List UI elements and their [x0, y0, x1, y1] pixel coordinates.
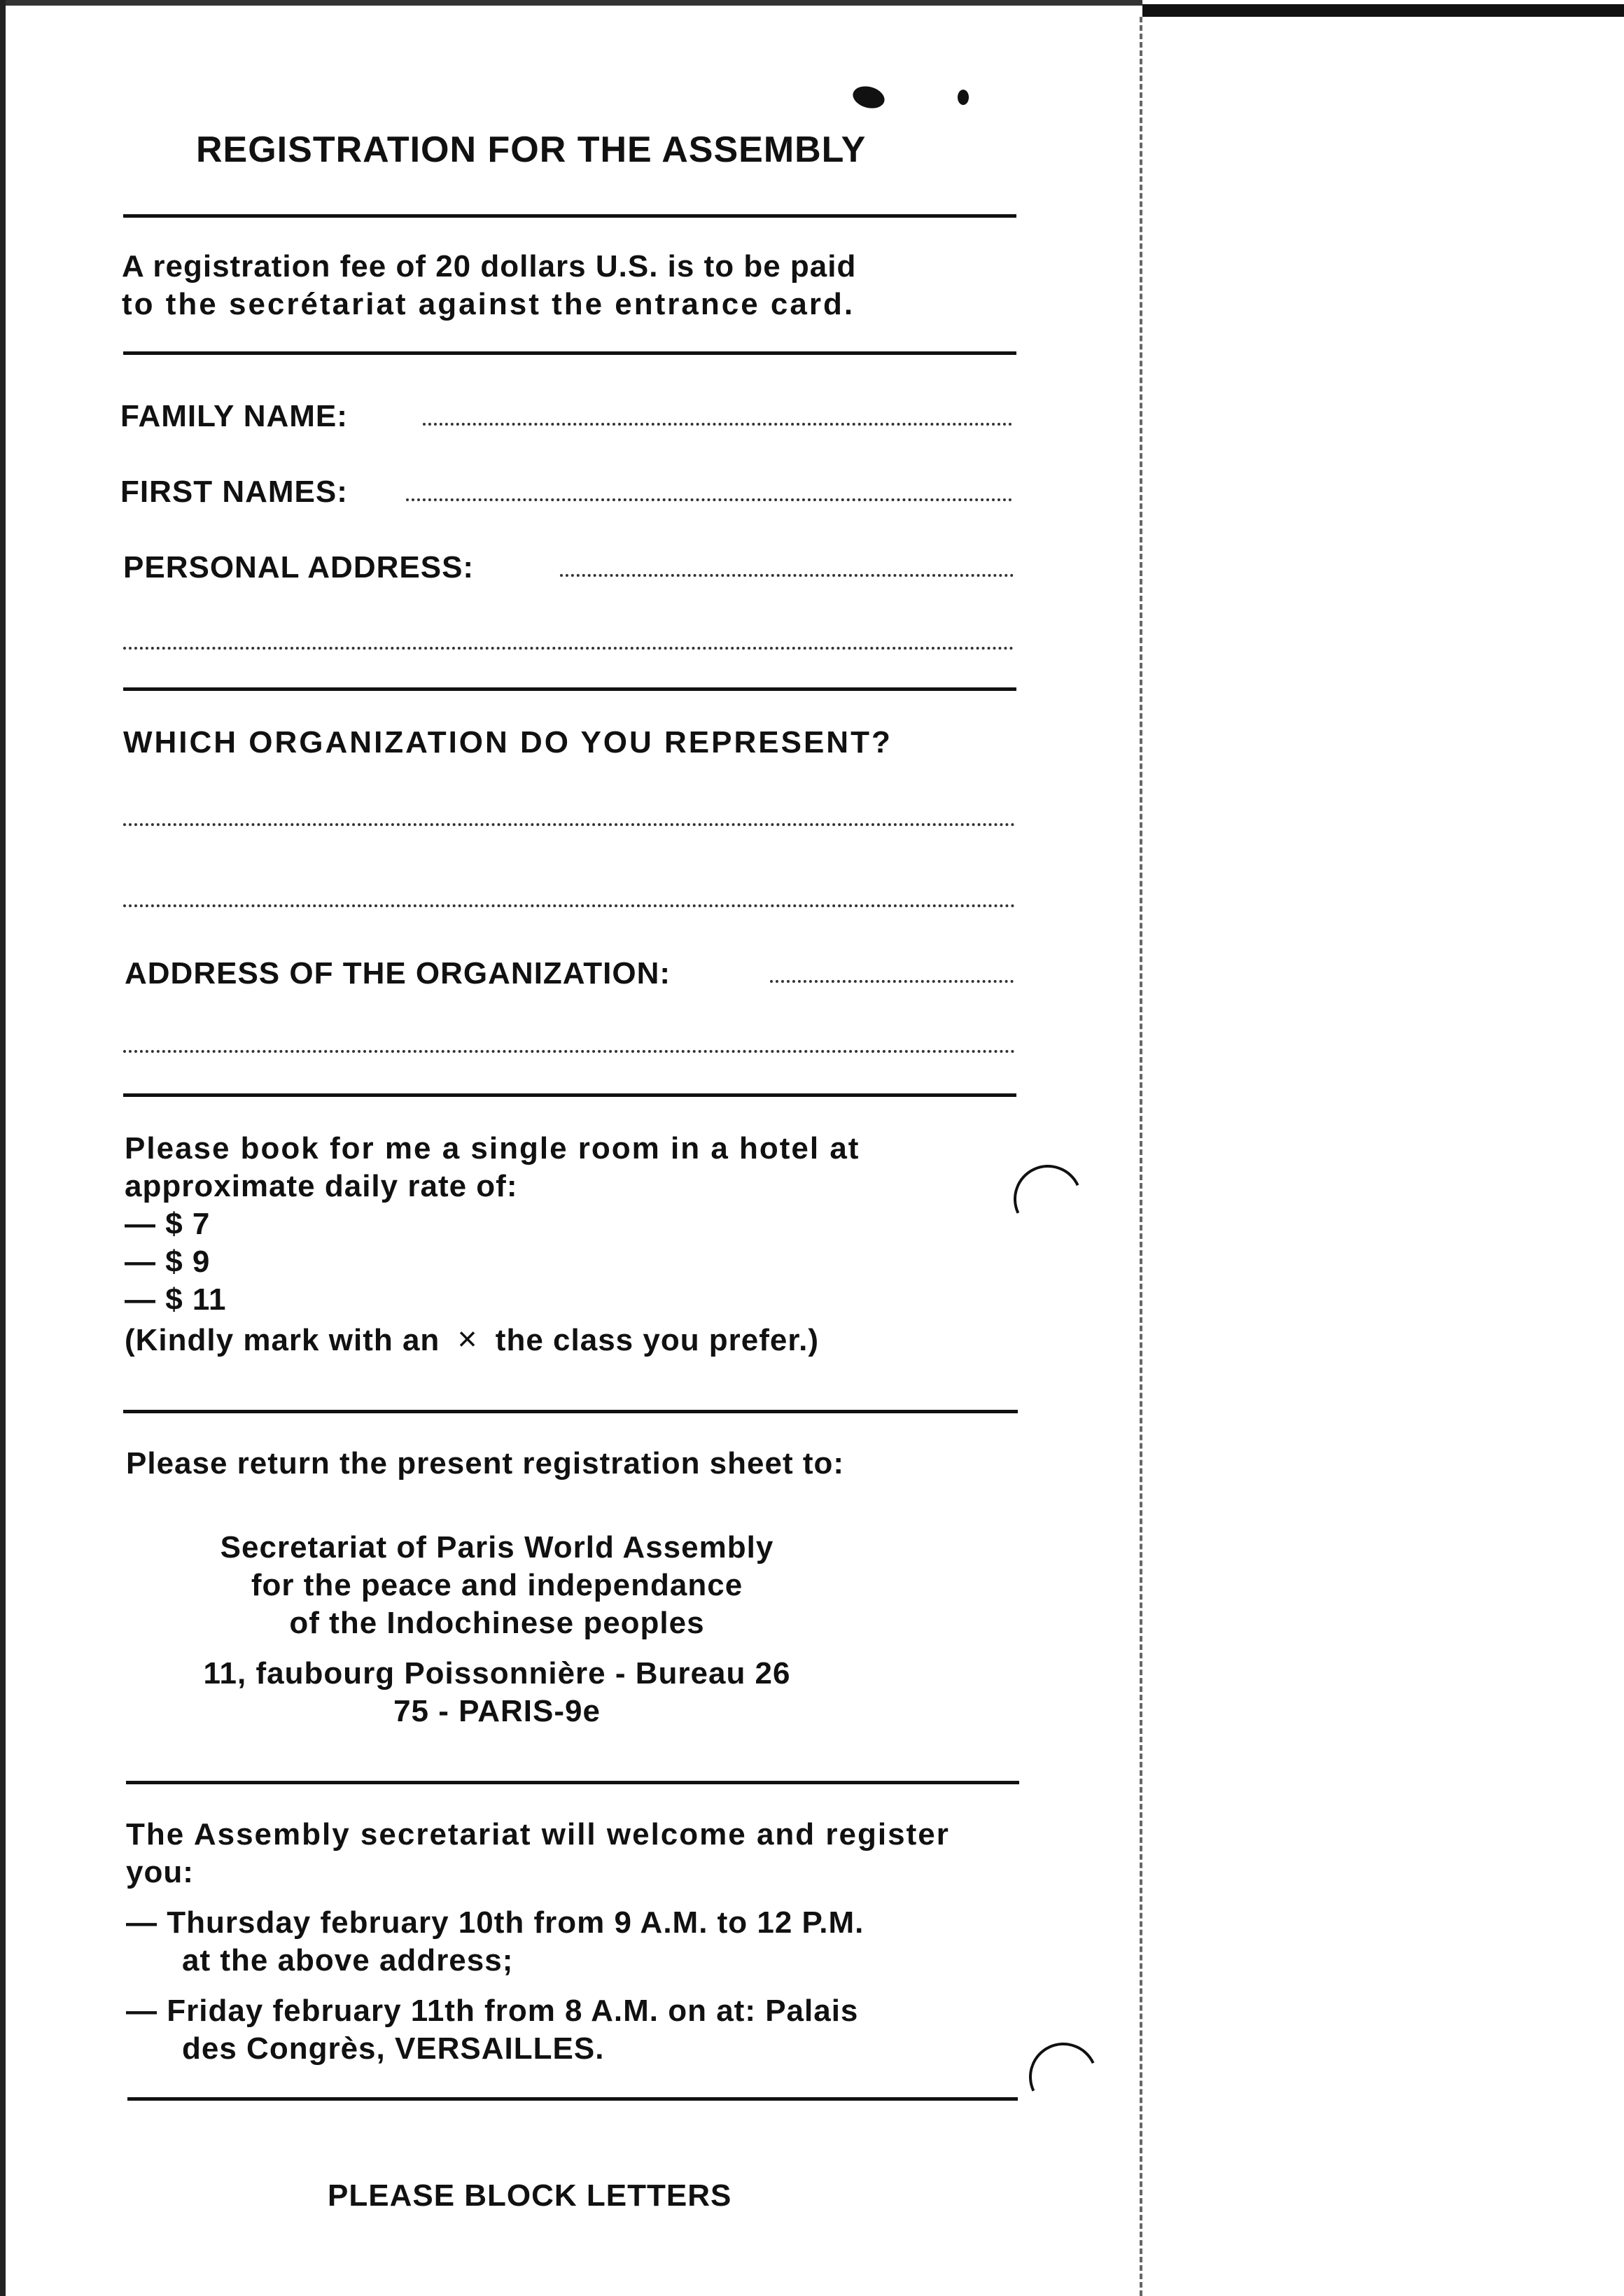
top-right-band — [1142, 4, 1624, 17]
welcome-thursday-location: at the above address; — [182, 1943, 514, 1977]
welcome-text: The Assembly secretariat will welcome and register — [126, 1817, 950, 1851]
organization-address-field-line2[interactable] — [123, 1050, 1015, 1053]
fee-notice-line: to the secrétariat against the entrance card. — [122, 287, 855, 321]
welcome-thursday: — Thursday february 10th from 9 A.M. to 12 P.M. — [126, 1905, 864, 1940]
punch-mark — [1019, 2033, 1107, 2121]
welcome-text: you: — [126, 1855, 194, 1889]
return-intro: Please return the present registration sheet to: — [126, 1446, 845, 1480]
welcome-friday: — Friday february 11th from 8 A.M. on at: Palais — [126, 1994, 859, 2028]
divider — [126, 1781, 1019, 1784]
family-name-field[interactable] — [423, 423, 1012, 426]
divider — [123, 1093, 1016, 1097]
form-title: REGISTRATION FOR THE ASSEMBLY — [196, 130, 867, 170]
return-address-line: Secretariat of Paris World Assembly — [220, 1530, 774, 1564]
divider — [123, 1410, 1018, 1413]
first-names-label: FIRST NAMES: — [120, 475, 348, 509]
footer-instruction: PLEASE BLOCK LETTERS — [328, 2178, 732, 2213]
ink-blot — [958, 90, 969, 105]
first-names-field[interactable] — [406, 498, 1012, 501]
rate-option-9[interactable]: — $ 9 — [125, 1245, 211, 1279]
rate-option-7[interactable]: — $ 7 — [125, 1207, 211, 1241]
organization-address-field[interactable] — [770, 980, 1014, 983]
mark-instruction-end: the class you prefer.) — [495, 1323, 819, 1357]
welcome-friday-location: des Congrès, VERSAILLES. — [182, 2031, 605, 2066]
hotel-request-line: approximate daily rate of: — [125, 1169, 518, 1203]
divider — [123, 214, 1016, 218]
return-address-line: 75 - PARIS-9e — [393, 1694, 601, 1728]
punch-mark — [1004, 1155, 1092, 1243]
organization-field-line2[interactable] — [123, 904, 1015, 907]
rate-option-11[interactable]: — $ 11 — [125, 1282, 227, 1317]
personal-address-field-line2[interactable] — [123, 647, 1014, 650]
x-mark-symbol: × — [457, 1321, 478, 1358]
divider — [123, 351, 1016, 355]
ink-blot — [850, 83, 887, 112]
hotel-request-line: Please book for me a single room in a hotel at — [125, 1131, 860, 1166]
return-address-line: of the Indochinese peoples — [289, 1606, 705, 1640]
organization-question: WHICH ORGANIZATION DO YOU REPRESENT? — [123, 725, 892, 760]
organization-field[interactable] — [123, 823, 1015, 826]
personal-address-field[interactable] — [560, 574, 1014, 577]
family-name-label: FAMILY NAME: — [120, 399, 348, 433]
return-address-line: 11, faubourg Poissonnière - Bureau 26 — [203, 1656, 791, 1690]
mark-instruction-start: (Kindly mark with an — [125, 1323, 440, 1357]
fee-notice-line: A registration fee of 20 dollars U.S. is to be paid — [122, 249, 857, 284]
divider — [127, 2097, 1018, 2101]
personal-address-label: PERSONAL ADDRESS: — [123, 550, 475, 584]
mark-instruction — [125, 1320, 819, 1359]
divider — [123, 687, 1016, 691]
return-address-line: for the peace and independance — [251, 1568, 743, 1602]
organization-address-label: ADDRESS OF THE ORGANIZATION: — [125, 956, 671, 990]
